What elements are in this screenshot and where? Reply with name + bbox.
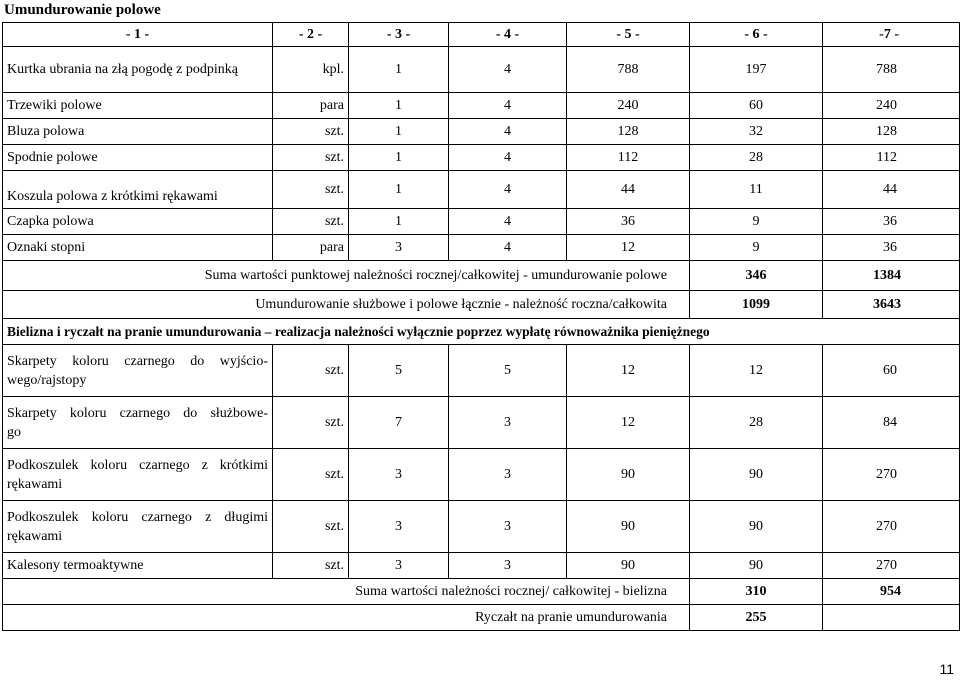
item-c6: 90 <box>690 449 823 501</box>
item-c7: 84 <box>823 397 960 449</box>
item-name <box>3 345 273 397</box>
page-title: Umundurowanie polowe <box>4 2 161 18</box>
item-c3: 1 <box>349 145 449 171</box>
item-c7: 36 <box>823 235 960 261</box>
sum-value-7: 3643 <box>823 291 960 319</box>
item-unit: szt. <box>273 119 349 145</box>
header-col-5: - 5 - <box>567 23 690 47</box>
item-name-line1: Podkoszulek koloru czarnego z krótkimi <box>7 457 268 473</box>
item-c6: 28 <box>690 145 823 171</box>
item-c6: 12 <box>690 345 823 397</box>
item-name-line1: Skarpety koloru czarnego do służbowe- <box>7 405 268 421</box>
item-c4: 3 <box>449 501 567 553</box>
item-name: Bluza polowa <box>3 119 273 145</box>
item-name: Kurtka ubrania na złą pogodę z podpinką <box>3 47 273 93</box>
item-unit: szt. <box>273 345 349 397</box>
item-c3: 1 <box>349 171 449 209</box>
empty-cell <box>823 605 960 631</box>
item-c6: 9 <box>690 209 823 235</box>
item-c6: 90 <box>690 501 823 553</box>
header-row <box>3 23 960 47</box>
sum-label: Suma wartości punktowej należności rocznej/całkowitej - umundurowanie polowe <box>3 261 690 291</box>
item-c7: 788 <box>823 47 960 93</box>
item-c7: 60 <box>823 345 960 397</box>
sum-value-7: 1384 <box>823 261 960 291</box>
item-c4: 4 <box>449 235 567 261</box>
item-unit: para <box>273 93 349 119</box>
item-c6: 11 <box>690 171 823 209</box>
sum-label: Umundurowanie służbowe i polowe łącznie - należność roczna/całkowita <box>3 291 690 319</box>
item-c7: 270 <box>823 501 960 553</box>
sum-row-bielizna <box>3 579 960 605</box>
sum-value-6: 346 <box>690 261 823 291</box>
header-col-4: - 4 - <box>449 23 567 47</box>
item-c7: 112 <box>823 145 960 171</box>
item-c5: 44 <box>567 171 690 209</box>
item-c6: 32 <box>690 119 823 145</box>
section-title: Bielizna i ryczałt na pranie umundurowania – realizacja należności wyłącznie poprzez wypłatę równoważnika pieniężnego <box>3 319 960 345</box>
item-c3: 3 <box>349 449 449 501</box>
sum-row-ryczalt <box>3 605 960 631</box>
item-unit: szt. <box>273 209 349 235</box>
item-c3: 3 <box>349 235 449 261</box>
item-c4: 3 <box>449 449 567 501</box>
item-c4: 4 <box>449 119 567 145</box>
item-c5: 90 <box>567 449 690 501</box>
item-c4: 4 <box>449 209 567 235</box>
item-c4: 3 <box>449 397 567 449</box>
item-c4: 4 <box>449 145 567 171</box>
item-c4: 4 <box>449 47 567 93</box>
item-unit: kpl. <box>273 47 349 93</box>
item-name <box>3 501 273 553</box>
item-name <box>3 449 273 501</box>
item-c5: 12 <box>567 397 690 449</box>
item-unit: szt. <box>273 501 349 553</box>
sum-value-6: 310 <box>690 579 823 605</box>
item-c6: 9 <box>690 235 823 261</box>
item-c4: 4 <box>449 171 567 209</box>
item-c5: 90 <box>567 553 690 579</box>
item-name: Koszula polowa z krótkimi rękawami <box>3 171 273 209</box>
sum-label: Suma wartości należności rocznej/ całkowitej - bielizna <box>3 579 690 605</box>
item-name-line2: go <box>7 424 21 440</box>
sum-value-6: 1099 <box>690 291 823 319</box>
item-c7: 240 <box>823 93 960 119</box>
item-c6: 28 <box>690 397 823 449</box>
sum-row-polowe <box>3 261 960 291</box>
item-c5: 90 <box>567 501 690 553</box>
item-c5: 12 <box>567 235 690 261</box>
table-row <box>3 235 960 261</box>
item-c7: 128 <box>823 119 960 145</box>
item-c5: 128 <box>567 119 690 145</box>
table-row <box>3 397 960 449</box>
item-unit: szt. <box>273 449 349 501</box>
item-unit: szt. <box>273 553 349 579</box>
item-c3: 1 <box>349 47 449 93</box>
item-name-line1: Skarpety koloru czarnego do wyjścio- <box>7 353 268 369</box>
sum-label: Ryczałt na pranie umundurowania <box>3 605 690 631</box>
table-row <box>3 449 960 501</box>
item-name: Trzewiki polowe <box>3 93 273 119</box>
item-c3: 1 <box>349 209 449 235</box>
page-number: 11 <box>939 661 954 677</box>
table-row <box>3 345 960 397</box>
item-unit: szt. <box>273 171 349 209</box>
table-row <box>3 93 960 119</box>
header-col-2: - 2 - <box>273 23 349 47</box>
uniform-table <box>2 22 960 631</box>
item-name-line2: rękawami <box>7 528 63 544</box>
item-name: Czapka polowa <box>3 209 273 235</box>
item-c7: 44 <box>823 171 960 209</box>
header-col-3: - 3 - <box>349 23 449 47</box>
item-unit: szt. <box>273 397 349 449</box>
item-c3: 5 <box>349 345 449 397</box>
item-c3: 7 <box>349 397 449 449</box>
item-c6: 60 <box>690 93 823 119</box>
sum-row-lacznie <box>3 291 960 319</box>
sum-value-6: 255 <box>690 605 823 631</box>
item-c5: 788 <box>567 47 690 93</box>
item-c5: 112 <box>567 145 690 171</box>
header-col-1: - 1 - <box>3 23 273 47</box>
item-name: Oznaki stopni <box>3 235 273 261</box>
item-c3: 1 <box>349 93 449 119</box>
item-c6: 90 <box>690 553 823 579</box>
table-row <box>3 145 960 171</box>
item-name <box>3 397 273 449</box>
header-col-6: - 6 - <box>690 23 823 47</box>
item-c5: 36 <box>567 209 690 235</box>
item-c5: 12 <box>567 345 690 397</box>
section-title-row <box>3 319 960 345</box>
table-row <box>3 209 960 235</box>
item-unit: szt. <box>273 145 349 171</box>
item-c4: 4 <box>449 93 567 119</box>
table-row <box>3 501 960 553</box>
table-row <box>3 47 960 93</box>
item-name-line1: Podkoszulek koloru czarnego z długimi <box>7 509 268 525</box>
item-c7: 270 <box>823 449 960 501</box>
item-c7: 270 <box>823 553 960 579</box>
item-name-line2: wego/rajstopy <box>7 372 87 388</box>
table-row <box>3 171 960 209</box>
item-unit: para <box>273 235 349 261</box>
item-name: Spodnie polowe <box>3 145 273 171</box>
header-col-7: -7 - <box>823 23 960 47</box>
item-c3: 1 <box>349 119 449 145</box>
sum-value-7: 954 <box>823 579 960 605</box>
item-name-line2: rękawami <box>7 476 63 492</box>
item-c3: 3 <box>349 501 449 553</box>
item-name: Kalesony termoaktywne <box>3 553 273 579</box>
item-c6: 197 <box>690 47 823 93</box>
table-row <box>3 119 960 145</box>
item-c7: 36 <box>823 209 960 235</box>
item-c3: 3 <box>349 553 449 579</box>
item-c5: 240 <box>567 93 690 119</box>
item-c4: 5 <box>449 345 567 397</box>
item-c4: 3 <box>449 553 567 579</box>
table-row <box>3 553 960 579</box>
